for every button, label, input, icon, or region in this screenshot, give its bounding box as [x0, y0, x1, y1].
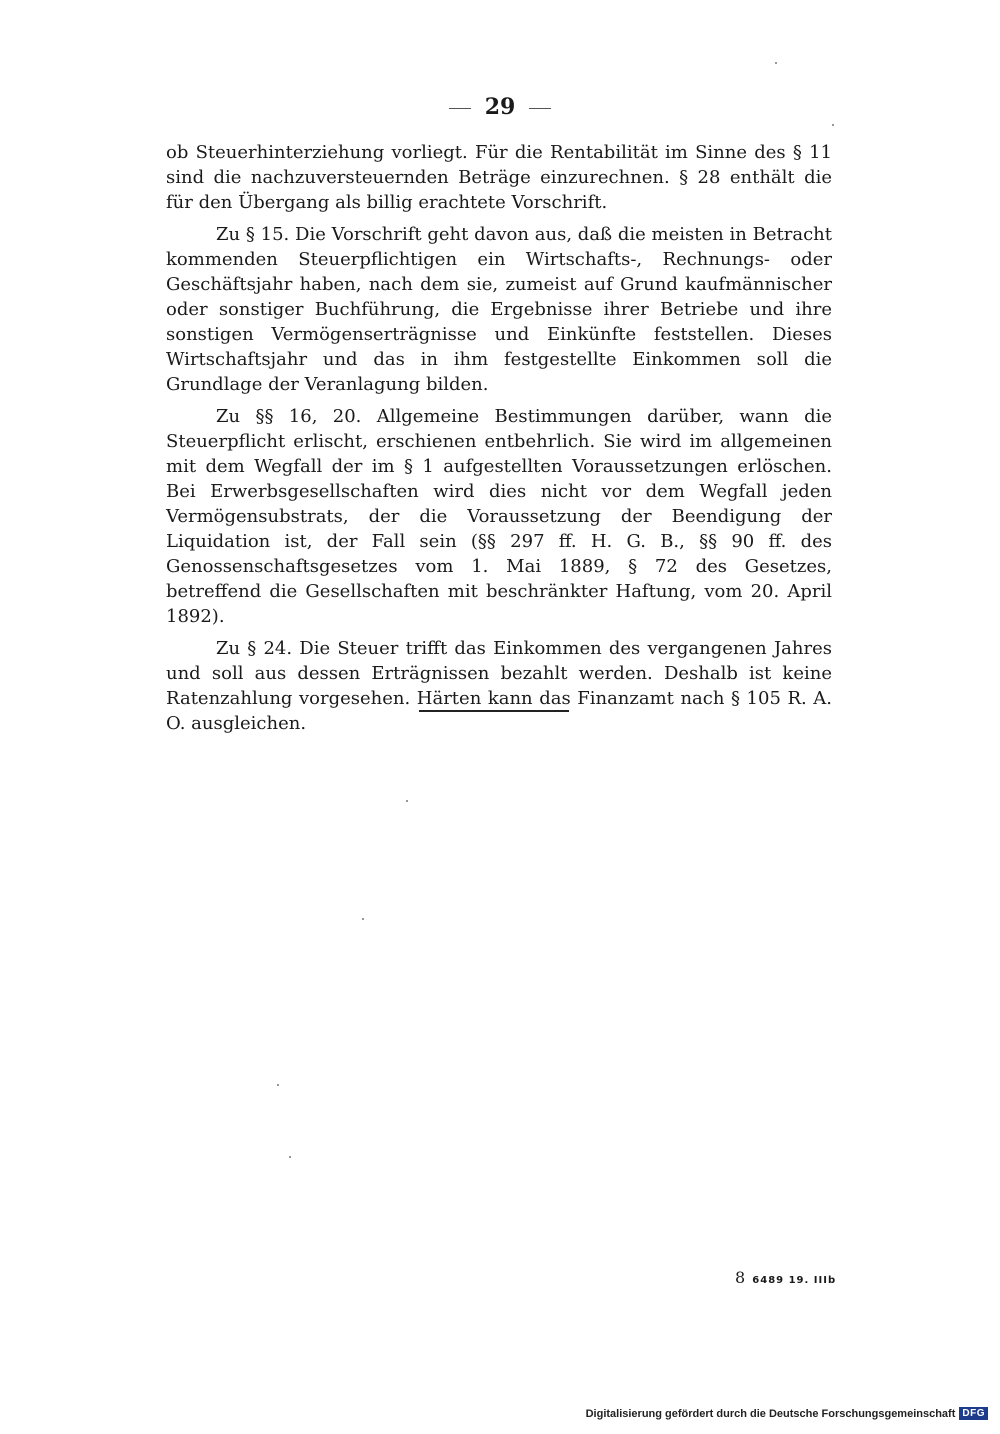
printer-mark	[735, 1268, 836, 1287]
page-number-text: 29	[484, 94, 516, 120]
scan-speck	[277, 1084, 279, 1086]
scan-speck	[406, 800, 408, 802]
digitization-credit: Digitalisierung gefördert durch die Deutsche Forschungsgemeinschaft	[585, 1407, 956, 1420]
page-number	[0, 94, 1000, 120]
page-number-dash-right	[529, 108, 551, 109]
scan-speck	[832, 124, 834, 126]
section-end-rule	[419, 710, 569, 712]
scan-speck	[775, 62, 777, 64]
paragraph-zu-24: Zu § 24. Die Steuer trifft das Einkommen des vergangenen Jahres und soll aus dessen Erträgnissen bezahlt werden. Deshalb ist keine Ratenzahlung vorgesehen. Härten kann das Finanzamt nach § 105 R. A. O. ausgleichen.	[166, 638, 832, 734]
dfg-logo: DFG	[959, 1407, 988, 1420]
scan-speck	[362, 918, 364, 920]
body-text	[166, 140, 832, 743]
printer-mark-letter: 8	[735, 1268, 747, 1287]
paragraph-zu-16-20: Zu §§ 16, 20. Allgemeine Bestimmungen darüber, wann die Steuerpflicht erlischt, erschienen entbehrlich. Sie wird im allgemeinen mit dem Wegfall der im § 1 aufgestellten Voraussetzungen erlöschen. Bei Erwerbsgesellschaften wird dies nicht vor dem Wegfall jeden Vermögensubstrats, der die Voraussetzung der Beendigung der Liquidation ist, der Fall sein (§§ 297 ff. H. G. B., §§ 90 ff. des Genossenschaftsgesetzes vom 1. Mai 1889, § 72 des Gesetzes, betreffend die Gesellschaften mit beschränkter Haftung, vom 20. April 1892).	[166, 406, 832, 627]
printer-mark-code: 6489 19. IIIb	[752, 1275, 837, 1286]
page-number-dash-left	[449, 108, 471, 109]
paragraph-zu-15: Zu § 15. Die Vorschrift geht davon aus, daß die meisten in Betracht kommenden Steuerpflichtigen ein Wirtschafts-, Rechnungs- oder Geschäftsjahr haben, nach dem sie, zumeist auf Grund kaufmännischer oder sonstiger Buchführung, die Ergebnisse ihrer Betriebe und ihre sonstigen Vermögenserträgnisse und Einkünfte feststellen. Dieses Wirtschaftsjahr und das in ihm festgestellte Einkommen soll die Grundlage der Veranlagung bilden.	[166, 224, 832, 395]
scan-speck	[289, 1156, 291, 1158]
digitization-footer	[586, 1407, 988, 1420]
paragraph-continuation: ob Steuerhinterziehung vorliegt. Für die Rentabilität im Sinne des § 11 sind die nachzuversteuernden Beträge einzurechnen. § 28 enthält die für den Übergang als billig erachtete Vorschrift.	[166, 142, 832, 213]
